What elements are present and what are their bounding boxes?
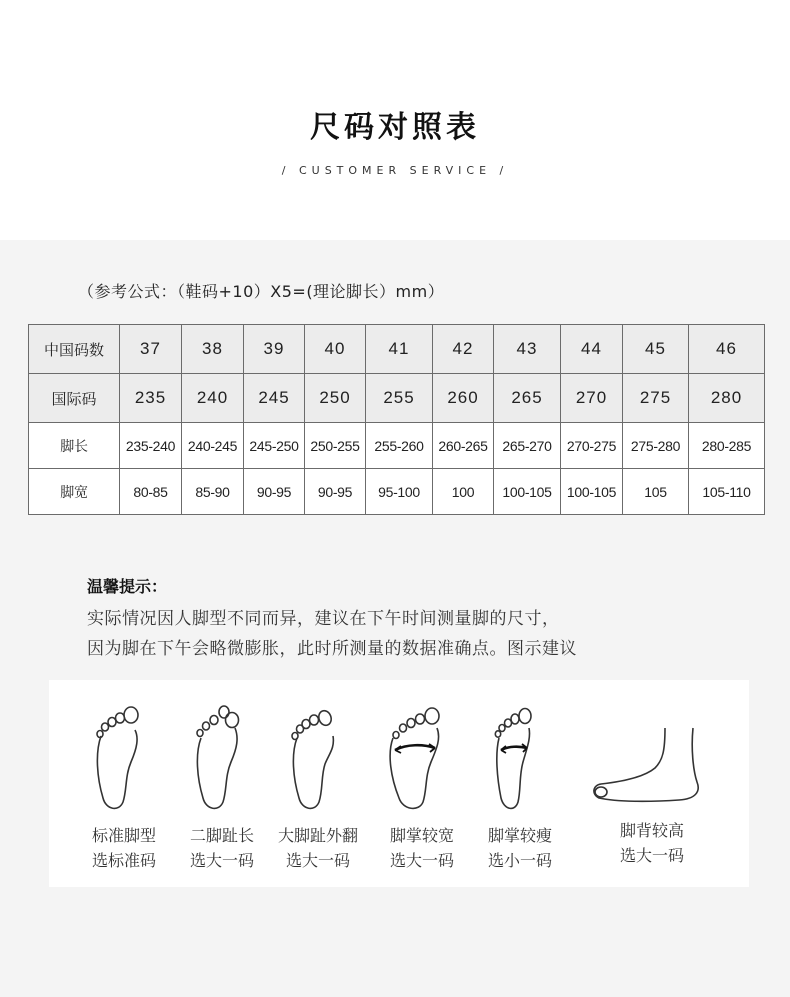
tips-title: 温馨提示：	[87, 577, 168, 596]
foot-caption: 二脚趾长 选大一码	[189, 826, 254, 870]
table-cell: 255-260	[366, 423, 433, 469]
table-cell: 255	[366, 374, 433, 423]
foot-caption: 脚掌较瘦 选小一码	[487, 826, 552, 870]
table-cell: 42	[433, 325, 494, 374]
table-cell: 260-265	[433, 423, 494, 469]
table-cell: 40	[305, 325, 366, 374]
table-cell: 90-95	[244, 469, 305, 515]
wide-foot-icon	[375, 698, 465, 818]
table-cell: 46	[689, 325, 765, 374]
table-cell: 280-285	[689, 423, 765, 469]
table-row-intl-size	[29, 374, 765, 423]
table-cell: 85-90	[182, 469, 244, 515]
high-instep-foot-icon	[589, 698, 709, 818]
table-cell: 260	[433, 374, 494, 423]
row-label: 脚长	[29, 423, 120, 469]
foot-caption: 大脚趾外翻 选大一码	[277, 826, 358, 870]
table-cell: 280	[689, 374, 765, 423]
table-row-foot-width	[29, 469, 765, 515]
row-label: 中国码数	[29, 325, 120, 374]
table-cell: 41	[366, 325, 433, 374]
table-cell: 270	[561, 374, 623, 423]
header-area	[0, 0, 790, 240]
size-formula: （参考公式：（鞋码+10）X5=(理论脚长）mm）	[78, 282, 445, 301]
table-cell: 105	[623, 469, 689, 515]
table-cell: 275	[623, 374, 689, 423]
foot-caption: 脚背较高 选大一码	[619, 821, 684, 865]
row-label: 脚宽	[29, 469, 120, 515]
table-cell: 235	[120, 374, 182, 423]
table-cell: 90-95	[305, 469, 366, 515]
table-cell: 250-255	[305, 423, 366, 469]
bunion-foot-icon	[275, 698, 365, 818]
table-cell: 240-245	[182, 423, 244, 469]
table-cell: 95-100	[366, 469, 433, 515]
table-cell: 100-105	[494, 469, 561, 515]
row-label: 国际码	[29, 374, 120, 423]
table-cell: 240	[182, 374, 244, 423]
table-cell: 39	[244, 325, 305, 374]
foot-type-panel	[49, 680, 749, 887]
tips-text-line: 因为脚在下午会略微膨胀，此时所测量的数据准确点。图示建议	[87, 639, 577, 659]
page-title: 尺码对照表	[310, 110, 480, 145]
table-cell: 250	[305, 374, 366, 423]
table-cell: 245	[244, 374, 305, 423]
table-cell: 270-275	[561, 423, 623, 469]
standard-foot-icon	[79, 698, 169, 818]
table-cell: 265-270	[494, 423, 561, 469]
table-cell: 245-250	[244, 423, 305, 469]
table-cell: 80-85	[120, 469, 182, 515]
tips-text-line: 实际情况因人脚型不同而异，建议在下午时间测量脚的尺寸，	[87, 609, 560, 629]
foot-caption: 标准脚型 选标准码	[91, 826, 156, 870]
table-cell: 45	[623, 325, 689, 374]
table-cell: 235-240	[120, 423, 182, 469]
long-second-toe-foot-icon	[177, 698, 267, 818]
table-cell: 100	[433, 469, 494, 515]
table-cell: 44	[561, 325, 623, 374]
table-row-foot-length	[29, 423, 765, 469]
size-chart-table	[28, 324, 765, 515]
page-subtitle: / CUSTOMER SERVICE /	[281, 164, 509, 177]
table-cell: 43	[494, 325, 561, 374]
table-cell: 275-280	[623, 423, 689, 469]
table-cell: 100-105	[561, 469, 623, 515]
table-cell: 265	[494, 374, 561, 423]
table-cell: 37	[120, 325, 182, 374]
table-row-cn-size	[29, 325, 765, 374]
narrow-foot-icon	[473, 698, 563, 818]
table-cell: 38	[182, 325, 244, 374]
foot-caption: 脚掌较宽 选大一码	[389, 826, 454, 870]
table-cell: 105-110	[689, 469, 765, 515]
